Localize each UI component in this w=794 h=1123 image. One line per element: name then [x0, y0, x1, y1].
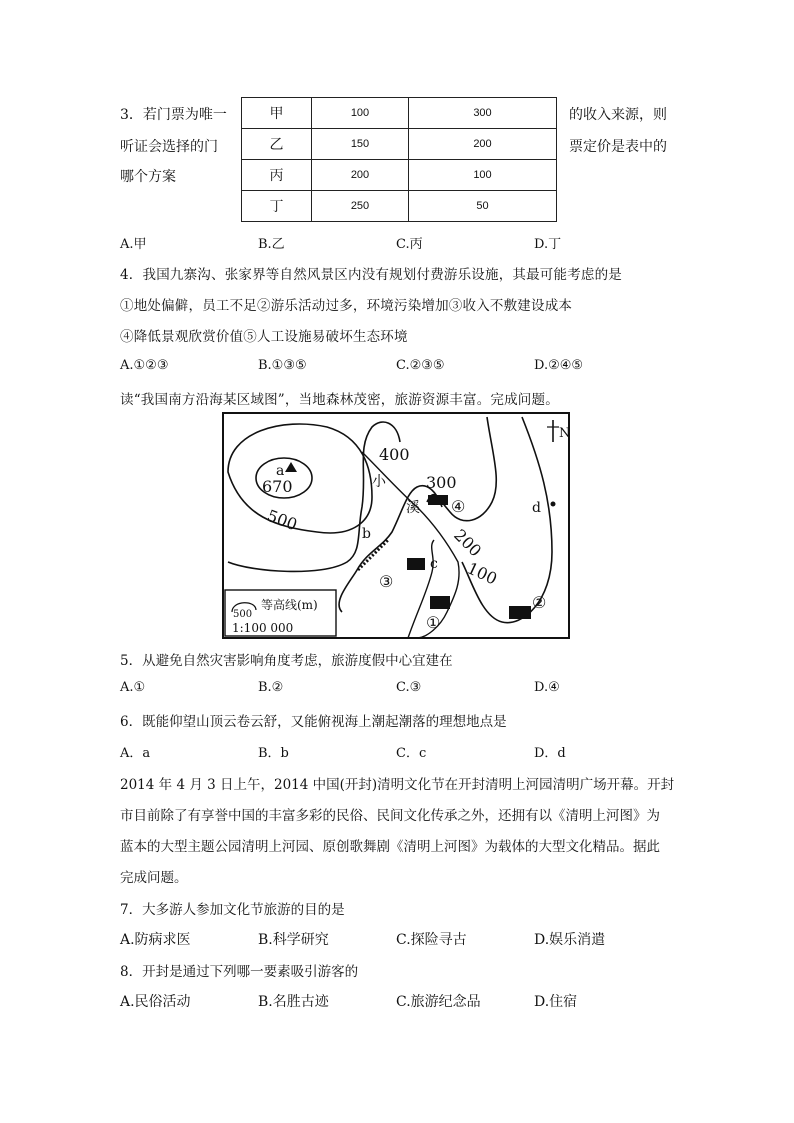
q6-option-c: C．c	[396, 746, 427, 761]
q3-option-d: D.丁	[534, 237, 562, 252]
point-d-marker	[551, 502, 556, 507]
passage-line-3: 蓝本的大型主题公园清明上河园、原创歌舞剧《清明上河图》为载体的大型文化精品。据此	[120, 839, 660, 855]
q7-option-b: B.科学研究	[258, 932, 329, 948]
contour-label-200: 200	[450, 525, 486, 561]
contour-label-300: 300	[426, 473, 457, 492]
contour-label-500: 500	[264, 505, 300, 535]
q7-option-c: C.探险寻古	[396, 932, 467, 948]
q4-stem: 4．我国九寨沟、张家界等自然风景区内没有规划付费游乐设施，其最可能考虑的是	[120, 267, 622, 283]
q3-option-c: C.丙	[396, 237, 423, 252]
river-label-2: 溪	[406, 500, 420, 516]
value-cell: 100	[312, 98, 409, 129]
q3-right-line-1: 的收入来源，则	[569, 107, 667, 123]
q4-line-3: ④降低景观欣赏价值⑤人工设施易破坏生态环境	[120, 329, 408, 345]
q8-option-b: B.名胜古迹	[258, 994, 329, 1010]
q8-option-c: C.旅游纪念品	[396, 994, 481, 1010]
point-a-label: a	[276, 463, 285, 479]
q8-option-d: D.住宿	[534, 994, 578, 1010]
q7-option-a: A.防病求医	[120, 932, 191, 948]
value-cell: 300	[409, 98, 557, 129]
passage-line-2: 市目前除了有享誉中国的丰富多彩的民俗、民间文化传承之外，还拥有以《清明上河图》为	[120, 808, 660, 824]
q3-right-line-2: 票定价是表中的	[569, 139, 667, 155]
plan-cell: 丙	[242, 160, 312, 191]
q4-option-b: B.①③⑤	[258, 358, 307, 373]
q3-left-line-1: 3．若门票为唯一	[120, 107, 227, 123]
q6-option-b: B．b	[258, 746, 289, 761]
passage-line-1: 2014 年 4 月 3 日上午，2014 中国(开封)清明文化节在开封清明上河园清明广场开幕。开封	[120, 777, 675, 793]
value-cell: 150	[312, 129, 409, 160]
point-d-label: d	[532, 500, 541, 516]
q3-option-b: B.乙	[258, 237, 285, 252]
q6-option-d: D．d	[534, 746, 566, 761]
contour-label-400: 400	[379, 445, 410, 464]
value-cell: 250	[312, 191, 409, 222]
q8-option-a: A.民俗活动	[120, 994, 191, 1010]
site-1-marker	[430, 596, 450, 609]
q6-option-a: A．a	[120, 746, 151, 761]
q3-plan-table	[241, 97, 557, 222]
q3-left-line-3: 哪个方案	[120, 169, 176, 185]
scale-label: 1:100 000	[232, 621, 294, 635]
site-3-label: ③	[379, 572, 394, 591]
table-row	[242, 129, 557, 160]
passage-line-4: 完成问题。	[120, 870, 188, 886]
legend-label: 等高线(m)	[261, 598, 318, 612]
q5-option-b: B.②	[258, 680, 284, 695]
q4-line-2: ①地处偏僻，员工不足②游乐活动过多，环境污染增加③收入不敷建设成本	[120, 298, 573, 314]
plan-cell: 甲	[242, 98, 312, 129]
contour-label-670: 670	[262, 477, 293, 496]
point-c-label: c	[430, 556, 438, 572]
value-cell: 200	[409, 129, 557, 160]
q7-stem: 7．大多游人参加文化节旅游的目的是	[120, 902, 345, 918]
q8-stem: 8．开封是通过下列哪一要素吸引游客的	[120, 964, 359, 980]
site-2-label: ②	[532, 593, 547, 612]
site-2-marker	[509, 606, 531, 619]
river-label-1: 小	[372, 474, 386, 490]
legend-value: 500	[233, 609, 253, 620]
point-b-label: b	[362, 526, 371, 542]
table-row	[242, 98, 557, 129]
map-intro: 读“我国南方沿海某区域图”，当地森林茂密，旅游资源丰富。完成问题。	[120, 392, 559, 408]
contour-map	[222, 412, 572, 640]
q5-option-c: C.③	[396, 680, 422, 695]
plan-cell: 乙	[242, 129, 312, 160]
q7-option-d: D.娱乐消遣	[534, 932, 606, 948]
value-cell: 50	[409, 191, 557, 222]
q4-option-c: C.②③⑤	[396, 358, 445, 373]
q5-stem: 5．从避免自然灾害影响角度考虑，旅游度假中心宜建在	[120, 653, 453, 669]
plan-cell: 丁	[242, 191, 312, 222]
q3-left-line-2: 听证会选择的门	[120, 139, 218, 155]
site-3-marker	[407, 558, 425, 570]
q3-option-a: A.甲	[120, 237, 147, 252]
q6-stem: 6．既能仰望山顶云卷云舒，又能俯视海上潮起潮落的理想地点是	[120, 714, 507, 730]
q4-option-a: A.①②③	[120, 358, 169, 373]
site-1-label: ①	[426, 613, 441, 632]
table-row	[242, 191, 557, 222]
q4-option-d: D.②④⑤	[534, 358, 584, 373]
table-row	[242, 160, 557, 191]
q5-option-a: A.①	[120, 680, 146, 695]
value-cell: 200	[312, 160, 409, 191]
value-cell: 100	[409, 160, 557, 191]
contour-label-100: 100	[464, 558, 501, 589]
north-label: N	[559, 426, 571, 441]
q5-option-d: D.④	[534, 680, 560, 695]
site-4-marker	[428, 495, 448, 505]
site-4-label: ④	[451, 497, 466, 516]
